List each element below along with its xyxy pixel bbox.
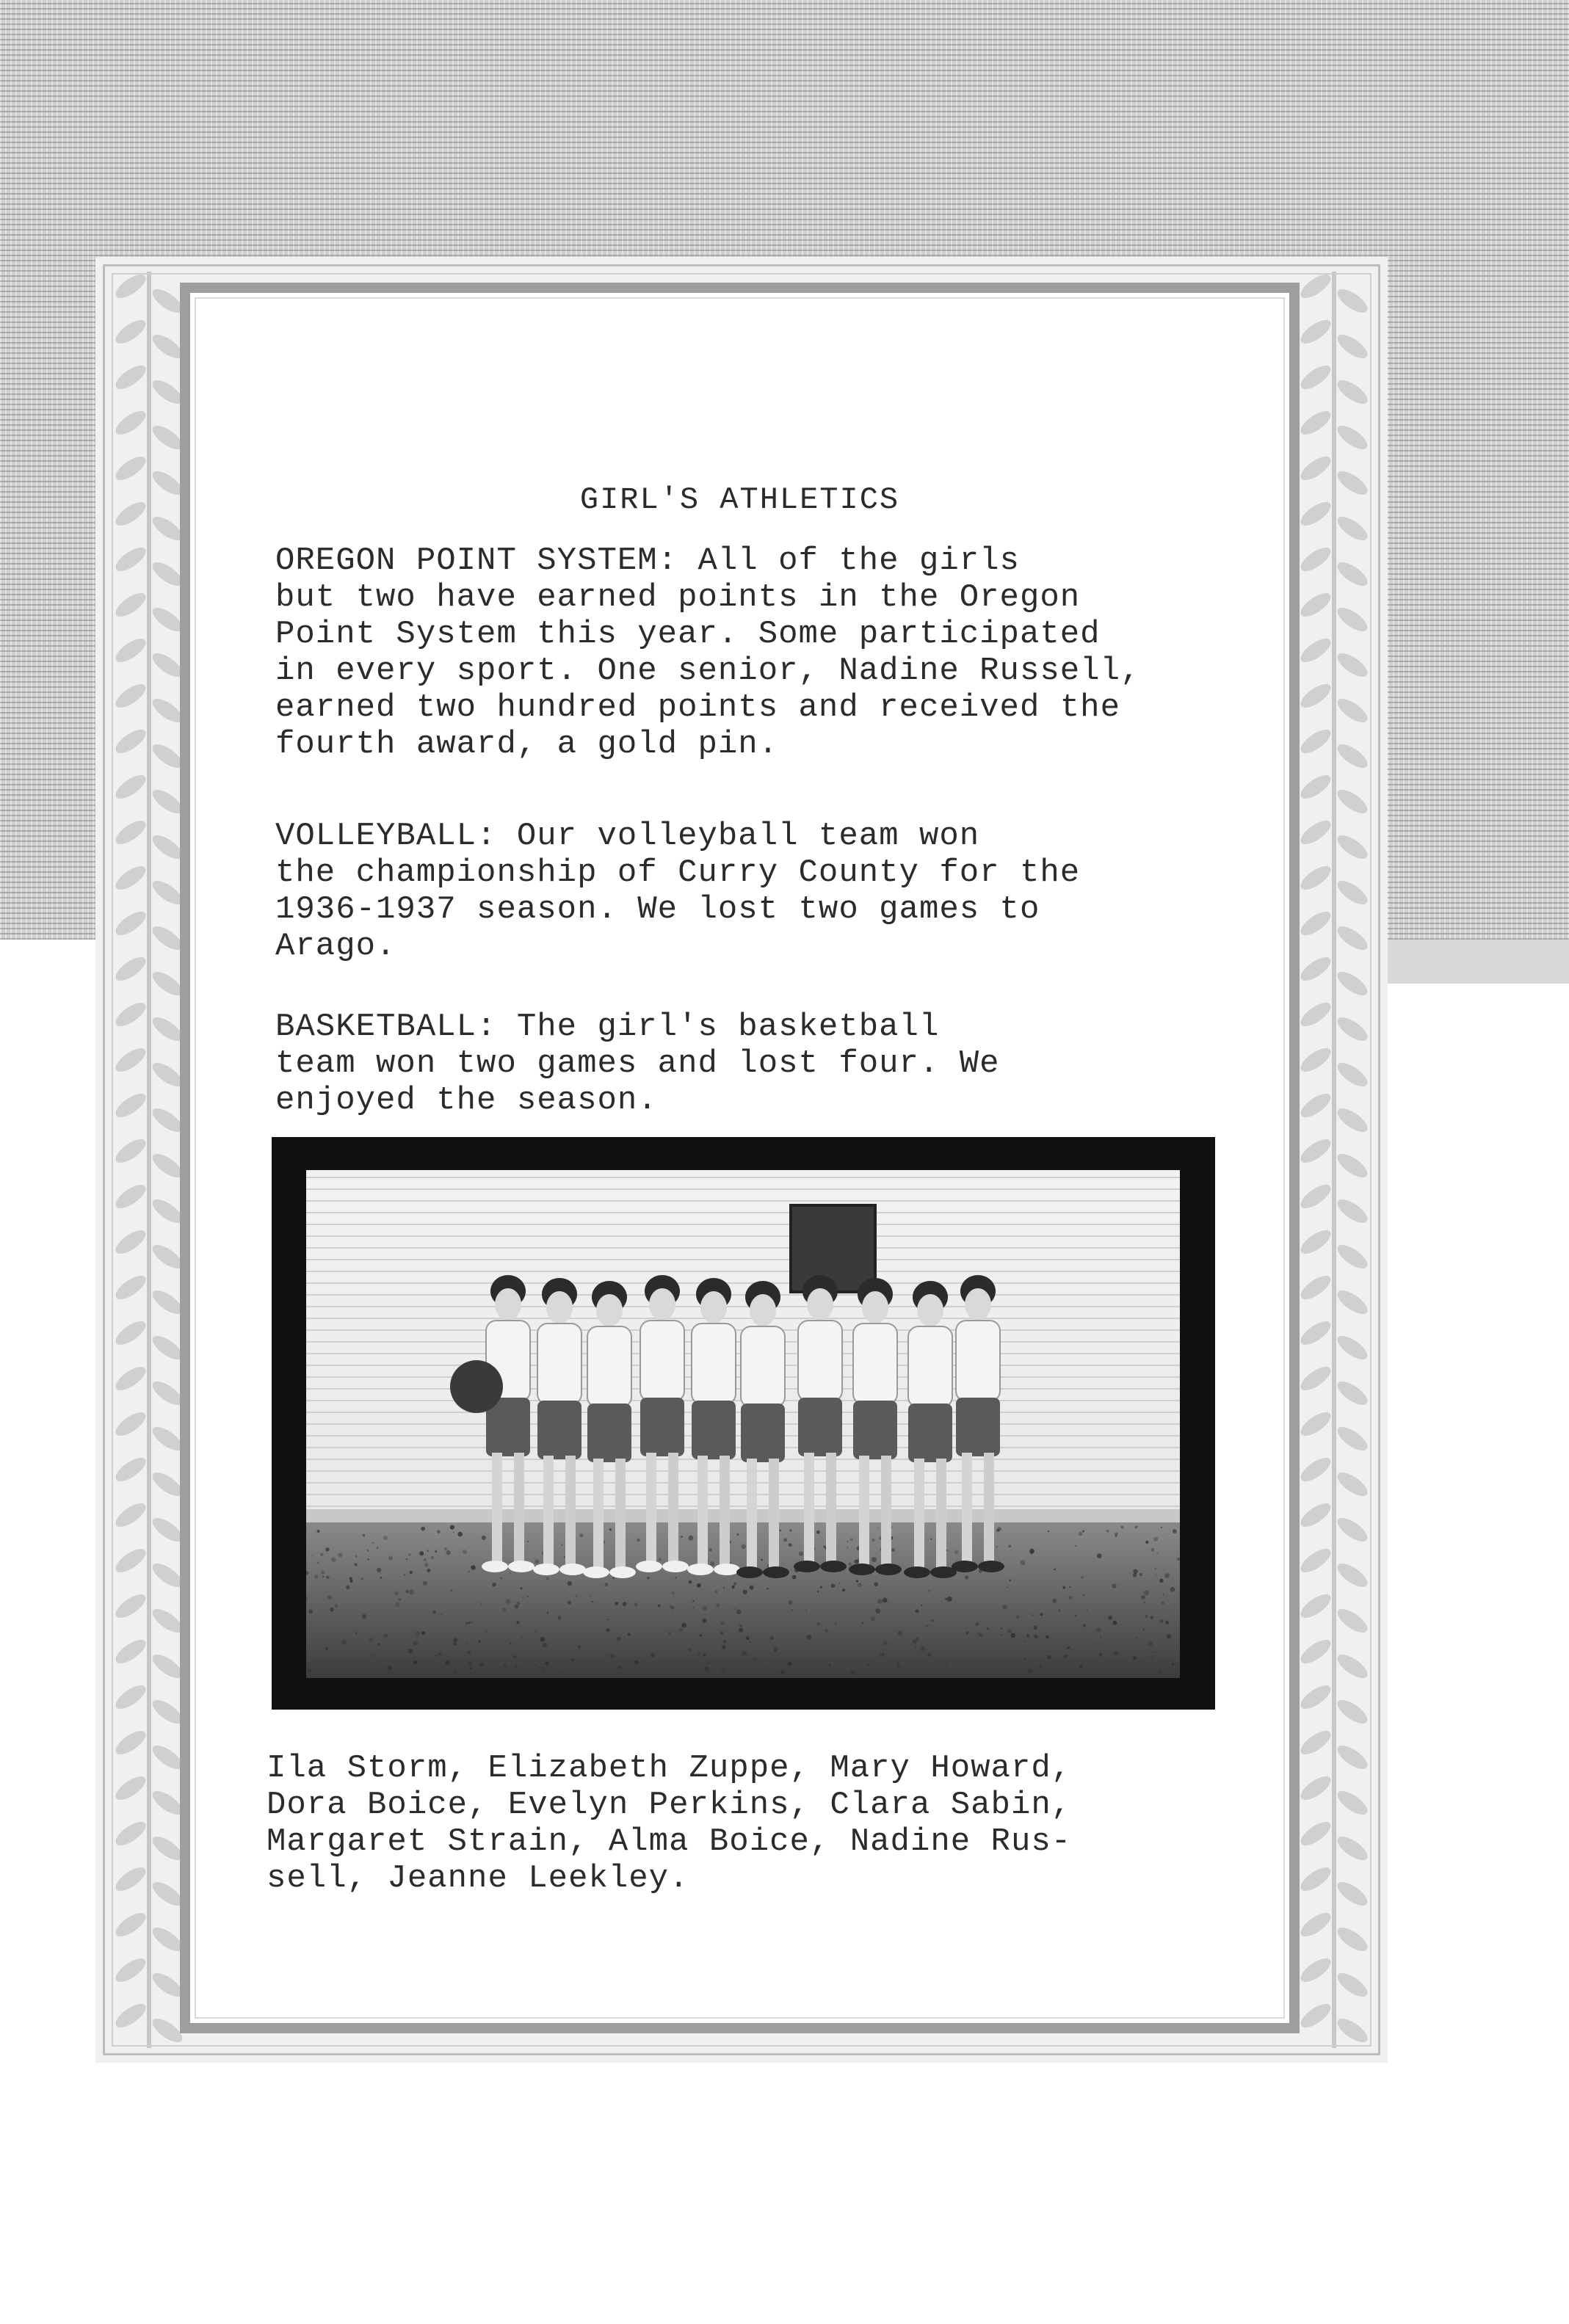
leaf-border-right-icon	[1294, 272, 1374, 2048]
page-title: GIRL'S ATHLETICS	[579, 482, 900, 518]
photo-caption: Ila Storm, Elizabeth Zuppe, Mary Howard, Dora Boice, Evelyn Perkins, Clara Sabin, Margaret Strain, Alma Boice, Nadine Rus- sell, Jeanne Leekley.	[267, 1750, 1072, 1897]
team-photo	[306, 1170, 1180, 1678]
right-leaf-border	[1294, 272, 1374, 2048]
typed-sheet	[180, 283, 1300, 2033]
background-texture-edge	[1380, 940, 1569, 984]
oregon-point-system-paragraph: OREGON POINT SYSTEM: All of the girls but two have earned points in the Oregon Point System this year. Some participated in every sport. One senior, Nadine Russell, earned two hundred points and received the fourth award, a gold pin.	[275, 542, 1141, 763]
leaf-border-left-icon	[109, 272, 189, 2048]
basketball-paragraph: BASKETBALL: The girl's basketball team won two games and lost four. We enjoyed the season.	[275, 1009, 1000, 1119]
basketball-icon	[450, 1360, 503, 1413]
team-photo-frame	[272, 1137, 1215, 1710]
left-leaf-border	[109, 272, 189, 2048]
volleyball-paragraph: VOLLEYBALL: Our volleyball team won the championship of Curry County for the 1936-1937 season. We lost two games to Arago.	[275, 818, 1081, 965]
